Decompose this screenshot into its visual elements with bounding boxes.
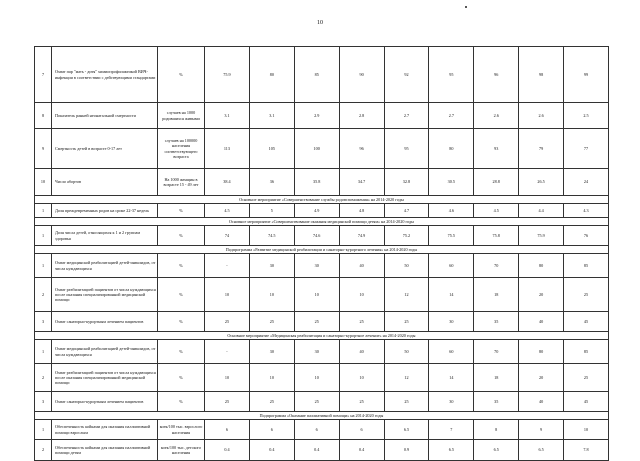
indicator-value: 74.9 [339, 226, 384, 246]
indicator-value: 6.5 [474, 440, 519, 461]
indicator-value: - [205, 340, 250, 364]
unit-of-measure: % [158, 312, 205, 332]
row-number: 1 [35, 254, 52, 278]
indicator-value: 105 [249, 129, 294, 169]
table-row [35, 364, 609, 392]
indicator-value: 0.9 [384, 440, 429, 461]
indicator-value: 24 [564, 169, 609, 196]
indicator-value: 40 [519, 312, 564, 332]
indicator-value: 80 [429, 129, 474, 169]
indicator-value: 80 [249, 47, 294, 103]
indicator-name: Охват санаторно-курортным лечением пациентов [52, 392, 158, 412]
indicator-value: 75.9 [519, 226, 564, 246]
row-number: 3 [35, 312, 52, 332]
table-row [35, 226, 609, 246]
unit-of-measure: % [158, 392, 205, 412]
row-number: 8 [35, 103, 52, 129]
unit-of-measure: % [158, 47, 205, 103]
row-number: 1 [35, 340, 52, 364]
indicator-name: Число абортов [52, 169, 158, 196]
unit-of-measure: % [158, 340, 205, 364]
indicator-value: 40 [339, 254, 384, 278]
indicator-name: Охват пар "мать - дитя" химиопрофилактикой ВИЧ-инфекции в соответствии с действующими стандартами [52, 47, 158, 103]
indicator-value: 25 [564, 278, 609, 312]
indicator-value: 0.4 [249, 440, 294, 461]
section-title: Основное мероприятие «Совершенствование службы родовспоможения» на 2014-2020 годы [35, 196, 609, 204]
indicator-value: 93 [474, 129, 519, 169]
indicator-value: 3.1 [249, 103, 294, 129]
section-title: Основное мероприятие «Медицинская реабилитация и санаторно-курортное лечение» на 2014-2020 годы [35, 332, 609, 340]
indicator-value: 76 [564, 226, 609, 246]
indicator-value: 3.1 [205, 103, 250, 129]
indicator-value: 0.4 [294, 440, 339, 461]
section-title: Подпрограмма «Развитие медицинской реабилитации и санаторно-курортного лечения» на 2014-2020 годы [35, 246, 609, 254]
indicator-value: 32.8 [384, 169, 429, 196]
indicator-value: 10 [205, 364, 250, 392]
table-body [35, 47, 609, 461]
indicator-value: 30 [249, 254, 294, 278]
unit-of-measure: % [158, 278, 205, 312]
indicator-value: 75.2 [384, 226, 429, 246]
indicator-value: 38.4 [205, 169, 250, 196]
indicator-value: 26.5 [519, 169, 564, 196]
indicator-value: 25 [249, 392, 294, 412]
indicator-value: 70 [474, 254, 519, 278]
indicator-value: 95 [429, 47, 474, 103]
row-number: 10 [35, 169, 52, 196]
indicator-value: 25 [564, 364, 609, 392]
indicator-value: 4.4 [519, 204, 564, 218]
section-header-row [35, 332, 609, 340]
indicator-value: 96 [339, 129, 384, 169]
indicator-value: 98 [519, 47, 564, 103]
indicator-name: Доля числа детей, относящихся к 1 и 2 группам здоровья [52, 226, 158, 246]
indicator-value: 50 [384, 254, 429, 278]
indicator-name: Смертность детей в возрасте 0-17 лет [52, 129, 158, 169]
indicator-value: 35 [474, 392, 519, 412]
indicator-name: Обеспеченность койками для оказания паллиативной помощи детям [52, 440, 158, 461]
table-row [35, 103, 609, 129]
indicator-value: 14 [429, 364, 474, 392]
indicator-name: Охват реабилитацией пациентов от числа нуждающихся после оказания специализированной медицинской помощи [52, 278, 158, 312]
indicator-value: 74 [205, 226, 250, 246]
indicator-value: 30.5 [429, 169, 474, 196]
section-title: Основное мероприятие «Совершенствование оказания медицинской помощи детям» на 2014-2020 годы [35, 218, 609, 226]
indicator-value: 36 [249, 169, 294, 196]
row-number: 7 [35, 47, 52, 103]
indicator-value: 2.7 [429, 103, 474, 129]
indicator-value: 4.6 [429, 204, 474, 218]
indicator-value: 6 [249, 420, 294, 440]
indicator-value: 25 [384, 392, 429, 412]
indicator-value: 85 [564, 340, 609, 364]
section-header-row [35, 218, 609, 226]
indicator-value: 85 [564, 254, 609, 278]
indicator-value: 79 [519, 129, 564, 169]
indicator-value: 0.4 [339, 440, 384, 461]
indicator-value: 6.5 [384, 420, 429, 440]
indicator-value: 2.9 [294, 103, 339, 129]
indicator-value: 4.9 [294, 204, 339, 218]
indicator-name: Охват санаторно-курортным лечением пациентов [52, 312, 158, 332]
indicator-value: 30 [249, 340, 294, 364]
indicator-value: 20 [519, 364, 564, 392]
indicator-value: 2.5 [564, 103, 609, 129]
indicator-value: 74.6 [294, 226, 339, 246]
indicator-value: 10 [205, 278, 250, 312]
indicator-name: Обеспеченность койками для оказания паллиативной помощи взрослым [52, 420, 158, 440]
indicator-value: 10 [339, 278, 384, 312]
indicator-value: 4.8 [339, 204, 384, 218]
indicator-value: 2.8 [339, 103, 384, 129]
indicator-name: Показатель ранней неонатальной смертности [52, 103, 158, 129]
unit-of-measure: % [158, 204, 205, 218]
unit-of-measure: коек/100 тыс. взрослого населения [158, 420, 205, 440]
indicator-value: 6.5 [429, 440, 474, 461]
indicator-value: 10 [249, 278, 294, 312]
page-number: 10 [317, 20, 323, 26]
indicator-value: 6 [339, 420, 384, 440]
indicator-value: 80 [519, 254, 564, 278]
indicator-value: 25 [339, 392, 384, 412]
unit-of-measure: % [158, 226, 205, 246]
row-number: 2 [35, 278, 52, 312]
indicator-name: Доля преждевременных родов на сроке 22-37 недель [52, 204, 158, 218]
indicator-value: 25 [294, 392, 339, 412]
indicator-value: 18 [474, 278, 519, 312]
unit-of-measure: коек/100 тыс. детского населения [158, 440, 205, 461]
table-row [35, 129, 609, 169]
row-number: 9 [35, 129, 52, 169]
section-header-row [35, 412, 609, 420]
indicator-value: 70 [474, 340, 519, 364]
indicator-value: 45 [564, 312, 609, 332]
row-number: 2 [35, 440, 52, 461]
indicator-value: 18 [474, 364, 519, 392]
indicator-value: 28.8 [474, 169, 519, 196]
indicator-value: 34.7 [339, 169, 384, 196]
indicator-value: 6 [205, 420, 250, 440]
row-number: 1 [35, 420, 52, 440]
section-title: Подпрограмма «Оказание паллиативной помощи» на 2014-2020 годы [35, 412, 609, 420]
indicator-value: 25 [205, 312, 250, 332]
indicator-value: 30 [429, 312, 474, 332]
table-row [35, 204, 609, 218]
indicator-value: 2.6 [474, 103, 519, 129]
table-row [35, 47, 609, 103]
row-number: 1 [35, 226, 52, 246]
indicator-value: 75.5 [429, 226, 474, 246]
indicator-value: 74.5 [249, 226, 294, 246]
indicator-value: 25 [384, 312, 429, 332]
indicator-value: 80 [519, 340, 564, 364]
indicator-value: 35 [474, 312, 519, 332]
indicator-value: 8 [474, 420, 519, 440]
indicator-value: 25 [205, 392, 250, 412]
scan-speck [465, 6, 467, 8]
table-row [35, 420, 609, 440]
indicator-value: 40 [339, 340, 384, 364]
indicator-value: 2.6 [519, 103, 564, 129]
indicator-value: 10 [294, 364, 339, 392]
row-number: 1 [35, 204, 52, 218]
indicator-value: 45 [564, 392, 609, 412]
indicator-value: 10 [339, 364, 384, 392]
indicator-value: 25 [249, 312, 294, 332]
indicator-value: 77 [564, 129, 609, 169]
indicator-value: 6 [294, 420, 339, 440]
indicator-value: 113 [205, 129, 250, 169]
unit-of-measure: случаев на 100000 населения соответствующего возраста [158, 129, 205, 169]
indicator-value: 10 [294, 278, 339, 312]
indicator-value: 96 [474, 47, 519, 103]
indicator-value: 50 [384, 340, 429, 364]
indicator-value: 4.5 [205, 204, 250, 218]
indicator-value: 75.9 [205, 47, 250, 103]
indicator-value: 7 [429, 420, 474, 440]
row-number: 2 [35, 364, 52, 392]
table-row [35, 392, 609, 412]
indicator-value: 4.3 [564, 204, 609, 218]
indicator-value: 40 [519, 392, 564, 412]
indicator-value: 100 [294, 129, 339, 169]
indicator-name: Охват медицинской реабилитацией детей-инвалидов, от числа нуждающихся [52, 254, 158, 278]
table-row [35, 440, 609, 461]
indicator-value: 12 [384, 364, 429, 392]
indicators-table [34, 46, 609, 461]
indicator-value: 25 [339, 312, 384, 332]
unit-of-measure: случаев на 1000 родившихся живыми [158, 103, 205, 129]
table-row [35, 278, 609, 312]
indicator-value: 95 [384, 129, 429, 169]
indicator-value: 85 [294, 47, 339, 103]
unit-of-measure: На 1000 женщин в возрасте 15 - 49 лет [158, 169, 205, 196]
section-header-row [35, 246, 609, 254]
row-number: 3 [35, 392, 52, 412]
indicator-value: 30 [294, 340, 339, 364]
indicator-value: 10 [249, 364, 294, 392]
indicator-value: 14 [429, 278, 474, 312]
indicator-value: 60 [429, 340, 474, 364]
indicator-name: Охват реабилитацией пациентов от числа нуждающихся после оказания специализированной медицинской помощи [52, 364, 158, 392]
table-row [35, 340, 609, 364]
indicator-value: 99 [564, 47, 609, 103]
table-row [35, 254, 609, 278]
indicator-value: 7.8 [564, 440, 609, 461]
indicator-value: 2.7 [384, 103, 429, 129]
indicator-value: 12 [384, 278, 429, 312]
table-row [35, 169, 609, 196]
indicator-value: 0.4 [205, 440, 250, 461]
indicator-value: 25 [294, 312, 339, 332]
unit-of-measure: % [158, 364, 205, 392]
indicator-value: 90 [339, 47, 384, 103]
unit-of-measure: % [158, 254, 205, 278]
table-row [35, 312, 609, 332]
indicator-value: 20 [519, 278, 564, 312]
indicator-value: 30 [429, 392, 474, 412]
indicator-value: 75.8 [474, 226, 519, 246]
indicator-value: 4.7 [384, 204, 429, 218]
indicator-value: 4.5 [474, 204, 519, 218]
indicator-value: 35.8 [294, 169, 339, 196]
indicator-value: 9 [519, 420, 564, 440]
indicator-value: 92 [384, 47, 429, 103]
indicator-value: 30 [294, 254, 339, 278]
indicator-value: 5 [249, 204, 294, 218]
indicator-value: - [205, 254, 250, 278]
indicator-value: 6.5 [519, 440, 564, 461]
indicator-value: 10 [564, 420, 609, 440]
section-header-row [35, 196, 609, 204]
indicator-value: 60 [429, 254, 474, 278]
indicator-name: Охват медицинской реабилитацией детей-инвалидов, от числа нуждающихся [52, 340, 158, 364]
